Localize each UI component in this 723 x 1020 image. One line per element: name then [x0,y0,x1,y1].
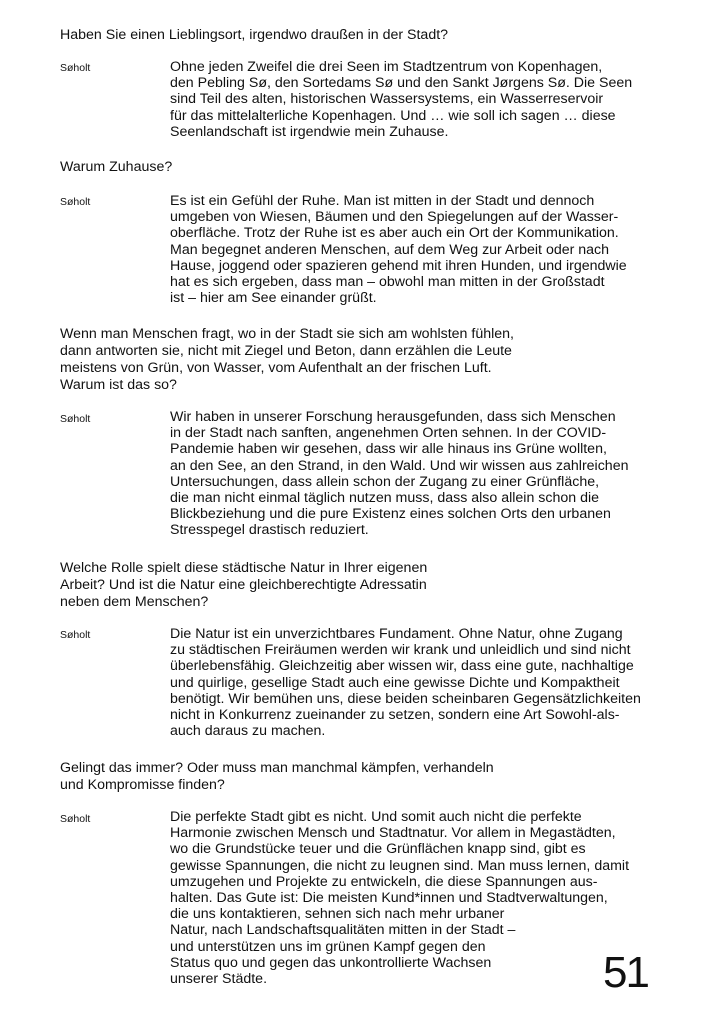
interview-question-4: Welche Rolle spielt diese städtische Natur in Ihrer eigenen Arbeit? Und ist die Natur eine gleichberechtigte Adressatin neben dem Menschen? [60,560,428,610]
speaker-label-3: Søholt [60,413,91,425]
page-number: 51 [603,948,648,997]
speaker-label-4: Søholt [60,629,91,641]
interview-question-2: Warum Zuhause? [60,159,173,175]
interview-answer-3: Wir haben in unserer Forschung herausgefunden, dass sich Menschen in der Stadt nach sanften, angenehmen Orten sehnen. In der COVID- Pandemie haben wir gesehen, dass wir alle hinaus ins Grüne wollten, an den See, an den Strand, in den Wald. Und wir wissen aus zahlreichen Untersuchungen, dass allein schon der Zugang zu einer Grünfläche, die man nicht einmal täglich nutzen muss, dass also allein schon die Blickbeziehung und die pure Existenz eines solchen Orts den urbanen Stresspegel drastisch reduziert. [170,409,629,539]
speaker-label-1: Søholt [60,62,91,74]
interview-answer-5: Die perfekte Stadt gibt es nicht. Und somit auch nicht die perfekte Harmonie zwischen Mensch und Stadtnatur. Vor allem in Megastädten, wo die Grundstücke teuer und die Grünflächen knapp sind, gibt es gewisse Spannungen, die nicht zu leugnen sind. Man muss lernen, damit umzugehen und Projekte zu entwickeln, die diese Spannungen aus- halten. Das Gute ist: Die meisten Kund*innen und Stadtverwaltungen, die uns kontaktieren, sehnen sich nach mehr urbaner Natur, nach Landschaftsqualitäten mitten in der Stadt – und unterstützen uns im grünen Kampf gegen den Status quo und gegen das unkontrollierte Wachsen unserer Städte. [170,809,630,988]
interview-answer-2: Es ist ein Gefühl der Ruhe. Man ist mitten in der Stadt und dennoch umgeben von Wiesen, Bäumen und den Spiegelungen auf der Wasser- oberfläche. Trotz der Ruhe ist es aber auch ein Ort der Kommunikation. Man begegnet anderen Menschen, auf dem Weg zur Arbeit oder nach Hause, joggend oder spazieren gehend mit ihren Hunden, und irgendwie hat es sich ergeben, dass man – obwohl man mitten in der Großstadt ist – hier am See einander grüßt. [170,193,627,307]
interview-question-1: Haben Sie einen Lieblingsort, irgendwo draußen in der Stadt? [60,27,449,43]
interview-answer-1: Ohne jeden Zweifel die drei Seen im Stadtzentrum von Kopenhagen, den Pebling Sø, den Sortedams Sø und den Sankt Jørgens Sø. Die Seen sind Teil des alten, historischen Wassersystems, ein Wasserreservoir für das mittelalterliche Kopenhagen. Und … wie soll ich sagen … diese Seenlandschaft ist irgendwie mein Zuhause. [170,59,633,140]
interview-question-5: Gelingt das immer? Oder muss man manchmal kämpfen, verhandeln und Kompromisse finden? [60,760,494,793]
interview-answer-4: Die Natur ist ein unverzichtbares Fundament. Ohne Natur, ohne Zugang zu städtischen Freiräumen werden wir krank und unleidlich und sind nicht überlebensfähig. Gleichzeitig aber wissen wir, dass eine gute, nachhaltige und quirlige, gesellige Stadt auch eine gewisse Dichte und Kompaktheit benötigt. Wir bemühen uns, diese beiden scheinbaren Gegensätzlichkeiten nicht in Konkurrenz zueinander zu setzen, sondern eine Art Sowohl-als- auch daraus zu machen. [170,626,641,740]
speaker-label-2: Søholt [60,196,91,208]
interview-question-3: Wenn man Menschen fragt, wo in der Stadt sie sich am wohlsten fühlen, dann antworten sie, nicht mit Ziegel und Beton, dann erzählen die Leute meistens von Grün, von Wasser, vom Aufenthalt an der frischen Luft. Warum ist das so? [60,326,514,393]
speaker-label-5: Søholt [60,813,91,825]
